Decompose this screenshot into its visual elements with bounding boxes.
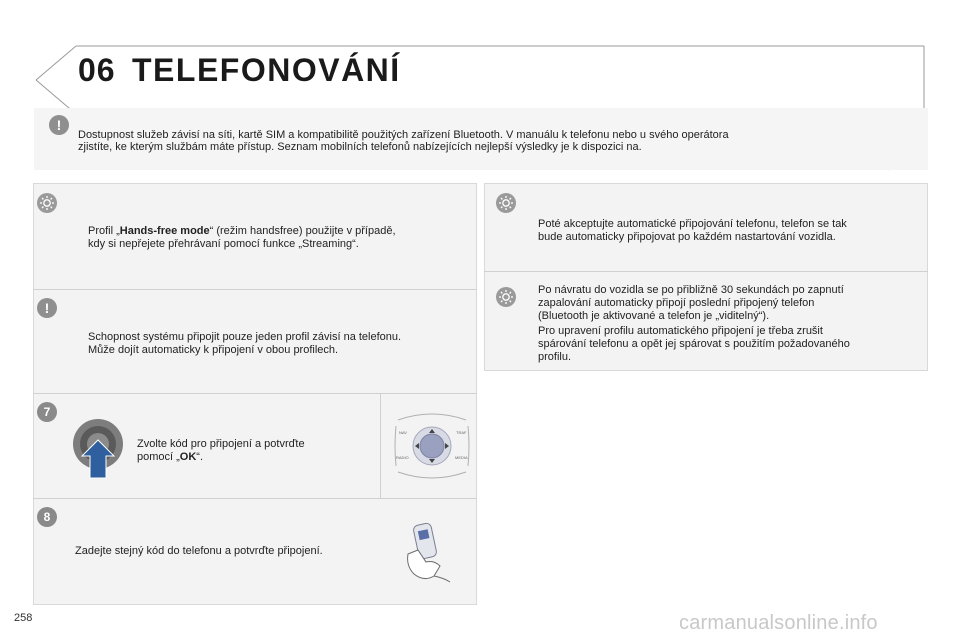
left-divider-1 [33,289,477,290]
left-warn-line2: Může dojít automaticky k připojení v obou profilech. [88,344,339,356]
lightbulb-icon [496,287,516,307]
warning-icon: ! [49,115,69,135]
right-tip2-line2: zapalování automaticky připojí poslední připojený telefon [538,297,815,309]
right-tip2-line1: Po návratu do vozidla se po přibližně 30 sekundách po zapnutí [538,284,844,296]
page-title: TELEFONOVÁNÍ [132,52,401,88]
top-notice-line2: zjistíte, ke kterým službám máte přístup. Seznam mobilních telefonů nabízejících nejlepší výsledky je k dispozici na. [78,141,642,153]
right-tip2-line4: Pro upravení profilu automatického připojení je třeba zrušit [538,325,823,337]
right-tip2-line6: profilu. [538,351,572,363]
warning-icon: ! [37,298,57,318]
right-tip1-line2: bude automaticky připojovat po každém nastartování vozidla. [538,231,836,243]
left-divider-2 [33,393,477,394]
rotary-knob-icon [70,418,126,480]
left-tip1-line2: kdy si nepřejete přehrávaní pomocí funkce „Streaming“. [88,238,359,250]
media-label: MEDIA [455,455,468,460]
step7-line1: Zvolte kód pro připojení a potvrďte [137,438,305,450]
radio-label: RADIO [396,455,409,460]
left-tip1-line1 [88,225,396,238]
page-number: 258 [14,612,33,624]
nav-label: NAV [399,430,407,435]
traf-label: TRAF [456,430,467,435]
left-tip1-post: “ (režim handsfree) použijte v případě, [209,225,396,237]
step7-post2: “. [196,451,204,463]
step8-text: Zadejte stejný kód do telefonu a potvrďte připojení. [75,545,323,557]
watermark: carmanualsonline.info [679,612,878,634]
step7-ok-label: OK [179,451,197,463]
lightbulb-icon [37,193,57,213]
right-tip1-line1: Poté akceptujte automatické připojování telefonu, telefon se tak [538,218,847,230]
step7-line2 [137,451,203,464]
left-divider-3 [33,498,477,499]
left-warn-line1: Schopnost systému připojit pouze jeden profil závisí na telefonu. [88,331,402,343]
right-tip2-line5: spárování telefonu a opět jej spárovat s použitím požadovaného [538,338,850,350]
step-7-badge: 7 [37,402,57,422]
chapter-number: 06 [78,52,116,88]
hand-phone-icon [400,520,460,584]
step7-divider [380,393,381,498]
top-notice-line1: Dostupnost služeb závisí na síti, kartě SIM a kompatibilitě použitých zařízení Bluetooth. V manuálu k telefonu nebo u svého operátora [78,129,729,141]
right-tip2-line3: (Bluetooth je aktivované a telefon je „viditelný“). [538,310,770,322]
right-divider [484,271,928,272]
lightbulb-icon [496,193,516,213]
control-panel-illustration [392,406,472,486]
step7-pre2: pomocí „ [137,451,180,463]
left-tip1-bold: Hands-free mode [119,225,210,237]
left-tip1-pre: Profil „ [88,225,120,237]
step-8-badge: 8 [37,507,57,527]
